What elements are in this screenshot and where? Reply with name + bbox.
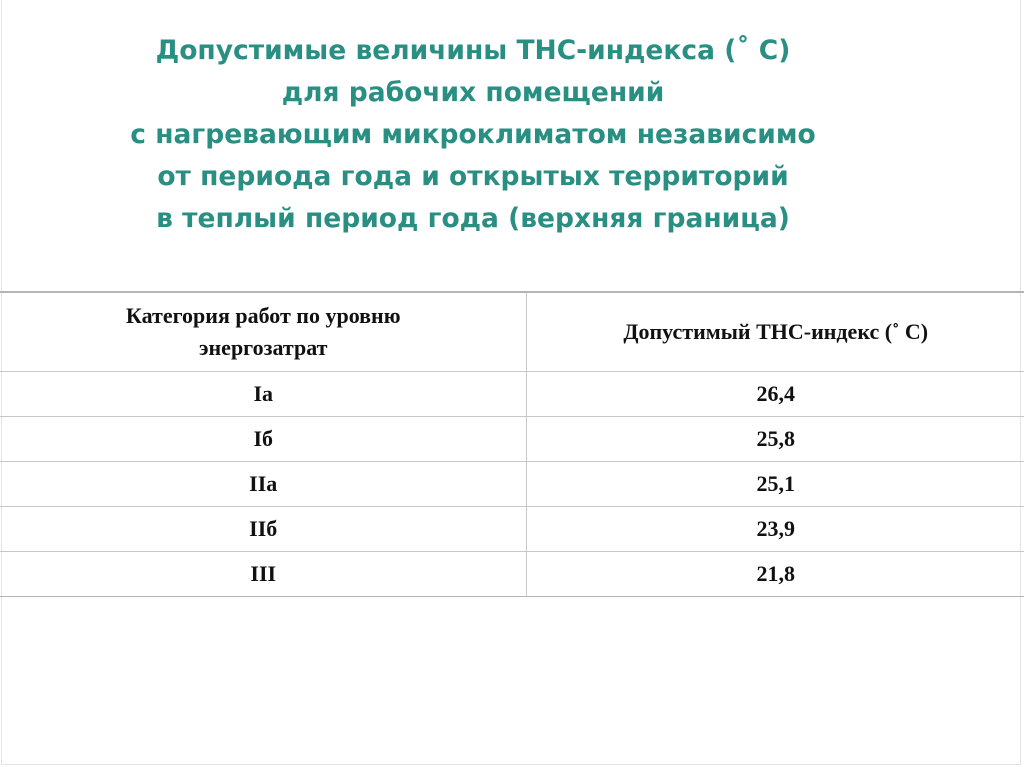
category-cell: III xyxy=(0,552,527,597)
header-text-line: энергозатрат xyxy=(199,335,328,360)
title-line: для рабочих помещений xyxy=(281,77,665,108)
table-header-row xyxy=(0,292,1024,372)
value-cell: 21,8 xyxy=(527,552,1024,597)
slide-title xyxy=(0,30,946,240)
title-line: в теплый период года (верхняя граница) xyxy=(156,203,790,234)
header-work-category xyxy=(0,292,527,372)
value-cell: 25,8 xyxy=(527,417,1024,462)
header-tns-index xyxy=(527,292,1024,372)
title-line: от периода года и открытых территорий xyxy=(157,161,789,192)
tns-index-table xyxy=(0,291,1024,597)
value-cell: 26,4 xyxy=(527,372,1024,417)
header-text-line: Допустимый ТНС-индекс (˚ С) xyxy=(623,319,929,344)
header-text-line: Категория работ по уровню xyxy=(125,303,401,328)
table-row xyxy=(0,372,1024,417)
value-cell: 25,1 xyxy=(527,462,1024,507)
table-row xyxy=(0,552,1024,597)
category-cell: IIа xyxy=(0,462,527,507)
category-cell: Iб xyxy=(0,417,527,462)
table-row xyxy=(0,462,1024,507)
title-line: с нагревающим микроклиматом независимо xyxy=(130,119,816,150)
title-line: Допустимые величины ТНС-индекса (˚ С) xyxy=(155,35,791,66)
category-cell: IIб xyxy=(0,507,527,552)
category-cell: Iа xyxy=(0,372,527,417)
table-row xyxy=(0,417,1024,462)
table-row xyxy=(0,507,1024,552)
value-cell: 23,9 xyxy=(527,507,1024,552)
